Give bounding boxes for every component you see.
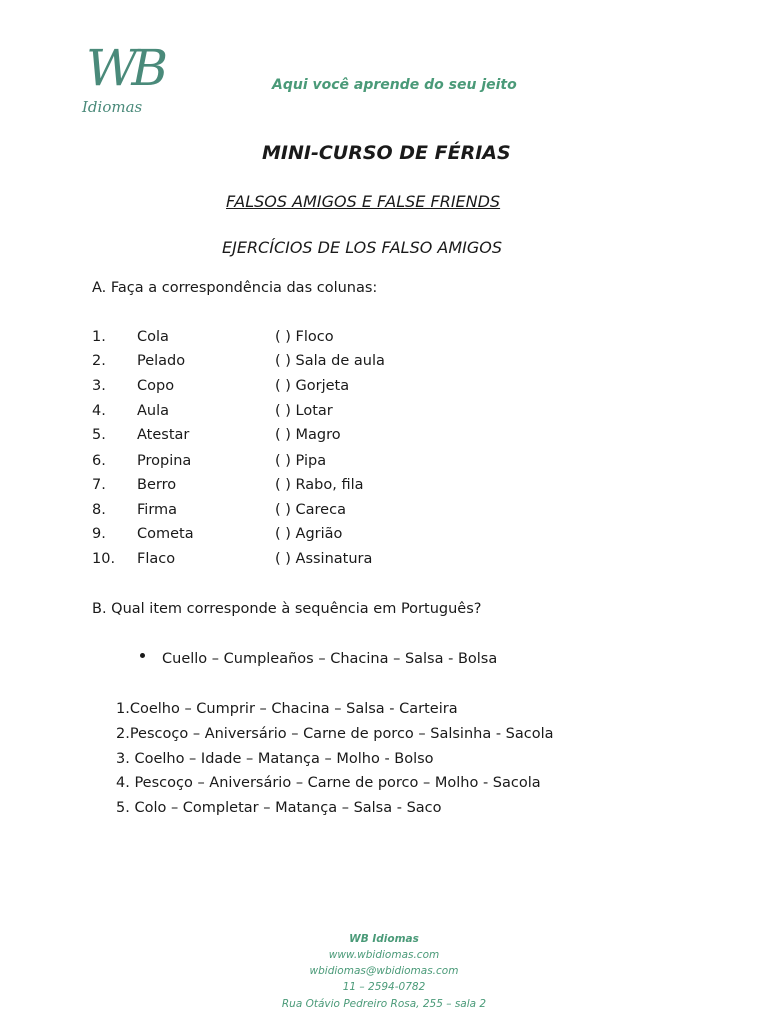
item-right: ( ) Assinatura <box>275 551 373 567</box>
section-b-question: B. Qual item corresponde à sequência em Português? <box>92 601 482 617</box>
item-left: Aula <box>137 403 170 419</box>
footer-phone: 11 – 2594-0782 <box>342 981 426 993</box>
item-number: 1. <box>92 329 106 345</box>
item-right: ( ) Rabo, fila <box>275 477 364 493</box>
item-number: 6. <box>92 453 106 469</box>
item-number: 4. <box>92 403 106 419</box>
item-left: Pelado <box>137 353 186 369</box>
logo-name: Idiomas <box>82 98 143 116</box>
item-number: 10. <box>92 551 116 567</box>
bullet-dot <box>140 653 145 658</box>
item-right: ( ) Magro <box>275 427 341 443</box>
item-left: Propina <box>137 453 192 469</box>
item-number: 2. <box>92 353 106 369</box>
item-number: 3. <box>92 378 106 394</box>
item-right: ( ) Agrião <box>275 526 343 542</box>
section-a-instruction: A. Faça a correspondência das colunas: <box>92 280 378 296</box>
item-right: ( ) Pipa <box>275 453 327 469</box>
item-left: Firma <box>137 502 178 518</box>
item-number: 9. <box>92 526 106 542</box>
logo-mark: WB <box>86 39 163 97</box>
item-number: 5. <box>92 427 106 443</box>
item-left: Cometa <box>137 526 194 542</box>
item-left: Atestar <box>137 427 190 443</box>
subtitle: FALSOS AMIGOS E FALSE FRIENDS <box>226 192 501 211</box>
page-title: MINI-CURSO DE FÉRIAS <box>262 142 511 164</box>
item-left: Berro <box>137 477 177 493</box>
item-left: Cola <box>137 329 169 345</box>
option-item: 2.Pescoço – Aniversário – Carne de porco – Salsinha - Sacola <box>116 726 554 742</box>
item-number: 8. <box>92 502 106 518</box>
option-item: 4. Pescoço – Aniversário – Carne de porco – Molho - Sacola <box>116 775 541 791</box>
footer-email[interactable]: wbidiomas@wbidiomas.com <box>309 965 459 977</box>
bullet-text: Cuello – Cumpleaños – Chacina – Salsa - Bolsa <box>162 651 498 667</box>
item-right: ( ) Sala de aula <box>275 353 385 369</box>
item-left: Copo <box>137 378 175 394</box>
logo <box>82 40 162 120</box>
item-left: Flaco <box>137 551 176 567</box>
option-item: 1.Coelho – Cumprir – Chacina – Salsa - Carteira <box>116 701 458 717</box>
tagline: Aqui você aprende do seu jeito <box>272 77 517 93</box>
item-right: ( ) Gorjeta <box>275 378 350 394</box>
item-right: ( ) Careca <box>275 502 346 518</box>
item-right: ( ) Floco <box>275 329 334 345</box>
footer-company: WB Idiomas <box>349 933 419 945</box>
footer-address: Rua Otávio Pedreiro Rosa, 255 – sala 2 <box>281 998 487 1010</box>
section-title: EJERCÍCIOS DE LOS FALSO AMIGOS <box>222 238 503 257</box>
item-right: ( ) Lotar <box>275 403 333 419</box>
footer-website[interactable]: www.wbidiomas.com <box>328 949 440 961</box>
option-item: 3. Coelho – Idade – Matança – Molho - Bolso <box>116 751 434 767</box>
item-number: 7. <box>92 477 106 493</box>
option-item: 5. Colo – Completar – Matança – Salsa - Saco <box>116 800 442 816</box>
